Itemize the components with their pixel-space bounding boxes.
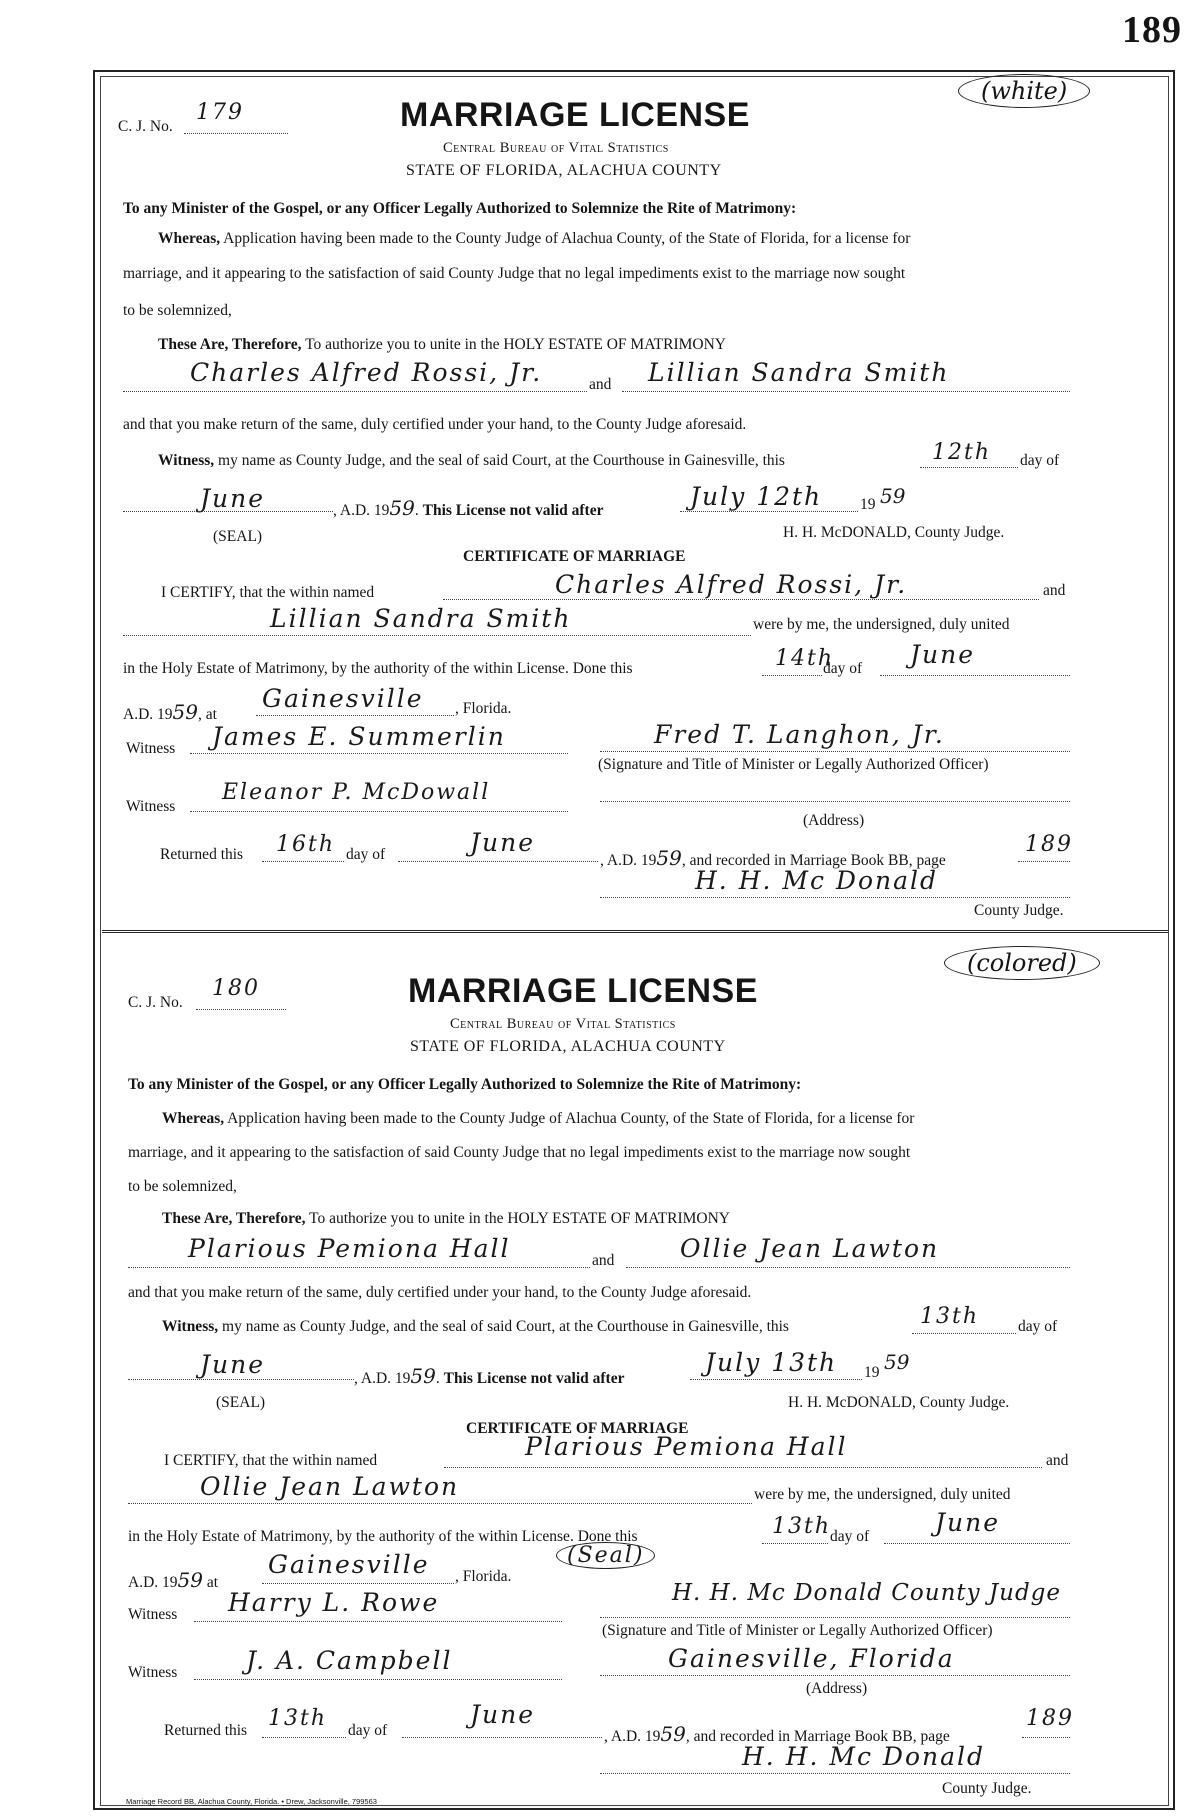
bride-name: Lillian Sandra Smith <box>648 358 950 387</box>
florida-label: , Florida. <box>455 700 512 717</box>
witness-label-bold: Witness, <box>162 1318 219 1335</box>
witness-day: 13th <box>920 1304 980 1329</box>
whereas-text-1: Application having been made to the County Judge of Alachua County, of the State of Florida, for a license for <box>223 230 911 247</box>
page-number: 189 <box>1122 9 1182 51</box>
witness-1-signature: James E. Summerlin <box>212 722 506 751</box>
and-label: and <box>589 376 612 393</box>
witness-1-signature: Harry L. Rowe <box>228 1588 440 1617</box>
bride-name: Ollie Jean Lawton <box>680 1234 940 1263</box>
state-line: STATE OF FLORIDA, ALACHUA COUNTY <box>406 162 722 179</box>
returned-month: June <box>470 828 536 857</box>
and-label: and <box>592 1252 615 1269</box>
cert-bride: Lillian Sandra Smith <box>270 604 572 633</box>
license-title: MARRIAGE LICENSE <box>400 96 750 134</box>
day-of-label-2: day of <box>823 660 863 677</box>
witness-label-bold: Witness, <box>158 452 215 469</box>
judge-signature: H. H. Mc Donald <box>695 866 939 895</box>
whereas-label: Whereas, <box>162 1110 225 1127</box>
cert-groom: Plarious Pemiona Hall <box>525 1432 848 1461</box>
officer-signature: H. H. Mc Donald County Judge <box>672 1580 1062 1606</box>
officer-signature: Fred T. Langhon, Jr. <box>654 720 945 749</box>
florida-label: , Florida. <box>455 1568 512 1585</box>
license-divider <box>102 930 1168 933</box>
whereas-text-3: to be solemnized, <box>128 1178 237 1195</box>
at-label: , at <box>197 706 217 723</box>
bureau-line: Central Bureau of Vital Statistics <box>443 140 669 156</box>
ad-year: 59 <box>389 496 415 520</box>
cert-bride: Ollie Jean Lawton <box>200 1472 460 1501</box>
groom-name: Plarious Pemiona Hall <box>188 1234 511 1263</box>
address-caption: (Address) <box>803 812 865 829</box>
judge-signature: H. H. Mc Donald <box>742 1742 986 1771</box>
holy-estate-text: in the Holy Estate of Matrimony, by the authority of the within License. Done this <box>123 660 633 677</box>
certify-text: I CERTIFY, that the within named <box>164 1452 378 1469</box>
witness-label-2: Witness <box>126 798 176 815</box>
returned-day: 13th <box>268 1706 328 1731</box>
address-caption: (Address) <box>806 1680 868 1697</box>
place: Gainesville <box>268 1550 430 1579</box>
ad-prefix: A.D. 19 <box>123 706 173 723</box>
seal-mark: (Seal) <box>556 1542 655 1569</box>
not-valid-year-label: 19 <box>860 496 876 513</box>
returned-month: June <box>470 1700 536 1729</box>
license-title: MARRIAGE LICENSE <box>408 972 758 1010</box>
returned-text: Returned this <box>160 846 244 863</box>
whereas-text-3: to be solemnized, <box>123 302 232 319</box>
done-day: 14th <box>775 646 835 671</box>
whereas-text-2: marriage, and it appearing to the satisfaction of said County Judge that no legal impediments exist to the marriage now sought <box>128 1144 911 1161</box>
race-note: (colored) <box>944 946 1100 980</box>
these-are-label: These Are, Therefore, <box>158 336 302 353</box>
returned-year: 59 <box>656 846 682 870</box>
returned-day-of: day of <box>346 846 386 863</box>
these-are-label: These Are, Therefore, <box>162 1210 306 1227</box>
return-line: and that you make return of the same, duly certified under your hand, to the County Judge aforesaid. <box>123 416 747 433</box>
race-note: (white) <box>958 74 1090 108</box>
witness-month: June <box>200 484 266 513</box>
recorded-text: , and recorded in Marriage Book BB, page <box>681 852 946 869</box>
county-judge-label: County Judge. <box>942 1780 1032 1797</box>
seal-label: (SEAL) <box>216 1394 266 1411</box>
united-text: were by me, the undersigned, duly united <box>754 1486 1011 1503</box>
done-year: 59 <box>177 1568 203 1592</box>
ad-year: 59 <box>410 1364 436 1388</box>
officer-caption: (Signature and Title of Minister or Legally Authorized Officer) <box>602 1622 993 1639</box>
witness-text: my name as County Judge, and the seal of said Court, at the Courthouse in Gainesville, this <box>222 1318 789 1335</box>
these-are-text: To authorize you to unite in the HOLY ESTATE OF MATRIMONY <box>309 1210 731 1227</box>
witness-label-1: Witness <box>126 740 176 757</box>
groom-name: Charles Alfred Rossi, Jr. <box>190 358 543 387</box>
recorded-text: , and recorded in Marriage Book BB, page <box>685 1728 950 1745</box>
not-valid-year: 59 <box>884 1350 910 1374</box>
witness-day: 12th <box>932 440 992 465</box>
these-are-text: To authorize you to unite in the HOLY ESTATE OF MATRIMONY <box>305 336 727 353</box>
bureau-line: Central Bureau of Vital Statistics <box>450 1016 676 1032</box>
place: Gainesville <box>262 684 424 713</box>
at-label: at <box>206 1574 219 1591</box>
day-of-label: day of <box>1018 1318 1058 1335</box>
judge-print: H. H. McDONALD, County Judge. <box>788 1394 1010 1411</box>
witness-label-1: Witness <box>128 1606 178 1623</box>
holy-estate-text: in the Holy Estate of Matrimony, by the authority of the within License. Done this <box>128 1528 638 1545</box>
done-day: 13th <box>772 1514 832 1539</box>
address-line: To any Minister of the Gospel, or any Officer Legally Authorized to Solemnize the Rite of Matrimony: <box>123 200 797 217</box>
whereas-text-2: marriage, and it appearing to the satisfaction of said County Judge that no legal impediments exist to the marriage now sought <box>123 265 906 282</box>
recorded-page: 189 <box>1026 1706 1074 1731</box>
whereas-text-1: Application having been made to the County Judge of Alachua County, of the State of Florida, for a license for <box>227 1110 915 1127</box>
witness-label-2: Witness <box>128 1664 178 1681</box>
judge-print: H. H. McDONALD, County Judge. <box>783 524 1005 541</box>
state-line: STATE OF FLORIDA, ALACHUA COUNTY <box>410 1038 726 1055</box>
not-valid-date: July 13th <box>705 1348 838 1377</box>
cj-number: 180 <box>212 976 260 1001</box>
returned-ad-label: , A.D. 19 <box>600 852 657 869</box>
witness-2-signature: J. A. Campbell <box>246 1646 453 1675</box>
address-line: To any Minister of the Gospel, or any Officer Legally Authorized to Solemnize the Rite of Matrimony: <box>128 1076 802 1093</box>
cj-label: C. J. No. <box>118 118 173 135</box>
done-month: June <box>935 1508 1001 1537</box>
certificate-title: CERTIFICATE OF MARRIAGE <box>463 548 686 565</box>
recorded-page: 189 <box>1025 832 1073 857</box>
not-valid-year: 59 <box>880 484 906 508</box>
officer-address: Gainesville, Florida <box>668 1644 955 1673</box>
certificate-title: CERTIFICATE OF MARRIAGE <box>466 1420 689 1437</box>
and-label-2: and <box>1043 582 1066 599</box>
returned-year: 59 <box>660 1722 686 1746</box>
and-label-2: and <box>1046 1452 1069 1469</box>
cj-label: C. J. No. <box>128 994 183 1011</box>
certify-text: I CERTIFY, that the within named <box>161 584 375 601</box>
witness-month: June <box>200 1350 266 1379</box>
returned-day: 16th <box>276 832 336 857</box>
witness-2-signature: Eleanor P. McDowall <box>222 780 491 805</box>
ad-prefix: A.D. 19 <box>128 1574 178 1591</box>
cert-groom: Charles Alfred Rossi, Jr. <box>555 570 908 599</box>
not-valid-date: July 12th <box>690 482 823 511</box>
witness-text: my name as County Judge, and the seal of said Court, at the Courthouse in Gainesville, this <box>218 452 785 469</box>
ad-label: , A.D. 19 <box>333 502 390 519</box>
cj-number: 179 <box>196 100 244 125</box>
done-month: June <box>910 640 976 669</box>
county-judge-label: County Judge. <box>974 902 1064 919</box>
done-year: 59 <box>172 700 198 724</box>
day-of-label-2: day of <box>830 1528 870 1545</box>
returned-ad-label: , A.D. 19 <box>604 1728 661 1745</box>
not-valid-label: This License not valid after <box>443 1370 625 1387</box>
not-valid-year-label: 19 <box>864 1364 880 1381</box>
returned-text: Returned this <box>164 1722 248 1739</box>
united-text: were by me, the undersigned, duly united <box>753 616 1010 633</box>
seal-label: (SEAL) <box>213 528 263 545</box>
officer-caption: (Signature and Title of Minister or Legally Authorized Officer) <box>598 756 989 773</box>
footer-imprint: Marriage Record BB, Alachua County, Florida. • Drew, Jacksonville, 799563 <box>126 1797 377 1806</box>
not-valid-label: This License not valid after <box>422 502 604 519</box>
ad-label: , A.D. 19 <box>354 1370 411 1387</box>
day-of-label: day of <box>1020 452 1060 469</box>
whereas-label: Whereas, <box>158 230 221 247</box>
return-line: and that you make return of the same, duly certified under your hand, to the County Judge aforesaid. <box>128 1284 752 1301</box>
returned-day-of: day of <box>348 1722 388 1739</box>
